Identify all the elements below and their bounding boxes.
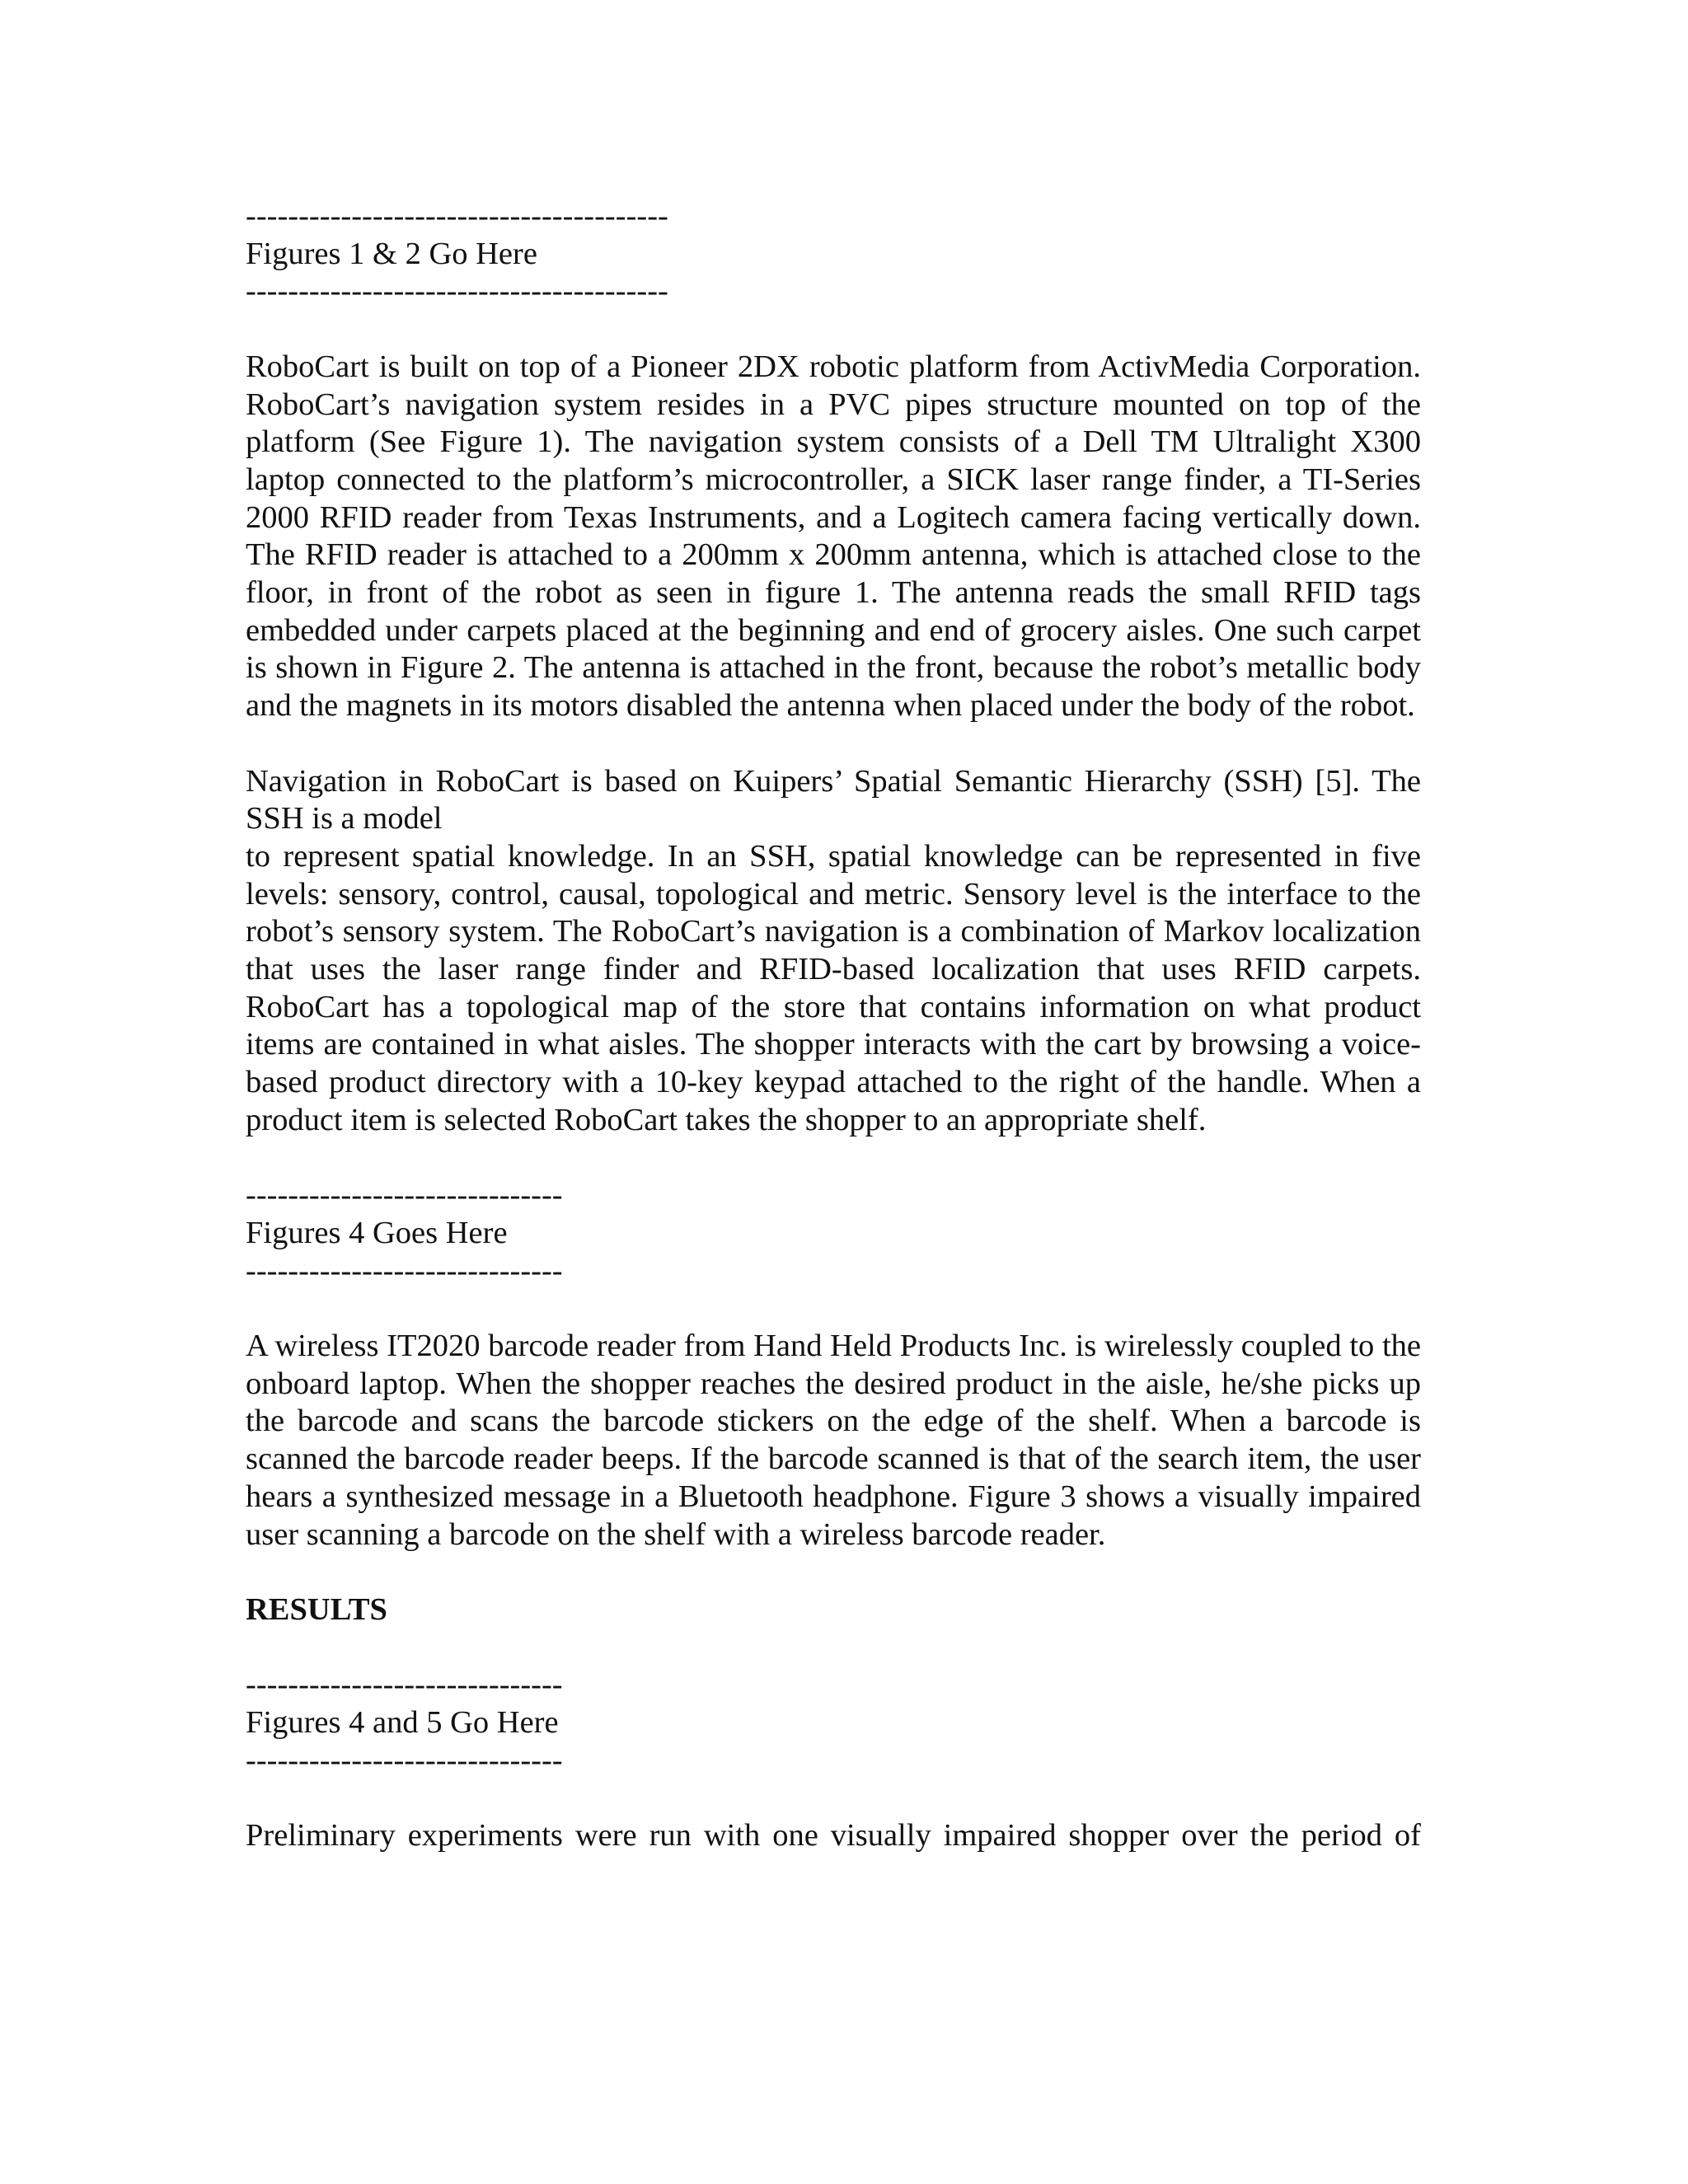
separator-rule: ------------------------------ — [246, 1178, 563, 1213]
paragraph-line: Navigation in RoboCart is based on Kuipers’ Spatial Semantic Hierarchy (SSH) [5]. The — [246, 763, 1421, 799]
document-page — [246, 198, 1421, 1855]
separator-rule: ------------------------------ — [246, 1253, 563, 1288]
figure-placeholder-label: Figures 4 Goes Here — [246, 1215, 508, 1250]
paragraph-preliminary-experiments: Preliminary experiments were run with one visually impaired shopper over the period of — [246, 1818, 1421, 1854]
spacer — [246, 311, 1421, 349]
separator-rule: ------------------------------ — [246, 1667, 563, 1703]
spacer — [246, 1629, 1421, 1667]
paragraph-robocart-platform: RoboCart is built on top of a Pioneer 2DX robotic platform from ActivMedia Corporation. RoboCart’s navigation system resides in a PVC pipes structure mounted on top of the platform (See Figure 1). The navigation system consists of a Dell TM Ultralight X300 laptop connected to the platform’s microcontroller, a SICK laser range finder, a TI-Series 2000 RFID reader from Texas Instruments, and a Logitech camera facing vertically down. The RFID reader is attached to a 200mm x 200mm antenna, which is attached close to the floor, in front of the robot as seen in figure 1. The antenna reads the small RFID tags embedded under carpets placed at the beginning and end of grocery aisles. One such carpet is shown in Figure 2. The antenna is attached in the front, because the robot’s metallic body and the magnets in its motors disabled the antenna when placed under the body of the robot. — [246, 349, 1421, 724]
paragraph-body: to represent spatial knowledge. In an SSH, spatial knowledge can be represented in five levels: sensory, control, causal, topological and metric. Sensory level is the interface to the robot’s sensory system. The RoboCart’s navigation is a combination of Markov localization that uses the laser range finder and RFID-based localization that uses RFID carpets. RoboCart has a topological map of the store that contains information on what product items are contained in what aisles. The shopper interacts with the cart by browsing a voice-based product directory with a 10-key keypad attached to the right of the handle. When a product item is selected RoboCart takes the shopper to an appropriate shelf. — [246, 838, 1421, 1137]
section-heading-results: RESULTS — [246, 1591, 387, 1627]
figure-placeholder-label: Figures 1 & 2 Go Here — [246, 236, 537, 271]
spacer — [246, 725, 1421, 763]
paragraph-barcode-reader: A wireless IT2020 barcode reader from Hand Held Products Inc. is wirelessly coupled to the onboard laptop. When the shopper reaches the desired product in the aisle, he/she picks up the barcode and scans the barcode stickers on the edge of the shelf. When a barcode is scanned the barcode reader beeps. If the barcode scanned is that of the search item, the user hears a synthesized message in a Bluetooth headphone. Figure 3 shows a visually impaired user scanning a barcode on the shelf with a wireless barcode reader. — [246, 1329, 1421, 1552]
paragraph-navigation — [246, 763, 1421, 1140]
separator-rule: ---------------------------------------- — [246, 199, 668, 233]
separator-rule: ------------------------------ — [246, 1742, 563, 1778]
spacer — [246, 1140, 1421, 1178]
spacer — [246, 1779, 1421, 1817]
separator-rule: ---------------------------------------- — [246, 274, 668, 309]
spacer — [246, 1554, 1421, 1591]
spacer — [246, 1290, 1421, 1328]
figure-placeholder-label: Figures 4 and 5 Go Here — [246, 1705, 559, 1741]
figure-placeholder-4 — [246, 1177, 1421, 1290]
figure-placeholder-4-5 — [246, 1666, 1421, 1779]
paragraph-line: SSH is a model — [246, 801, 443, 837]
figure-placeholder-1-2 — [246, 198, 1421, 311]
